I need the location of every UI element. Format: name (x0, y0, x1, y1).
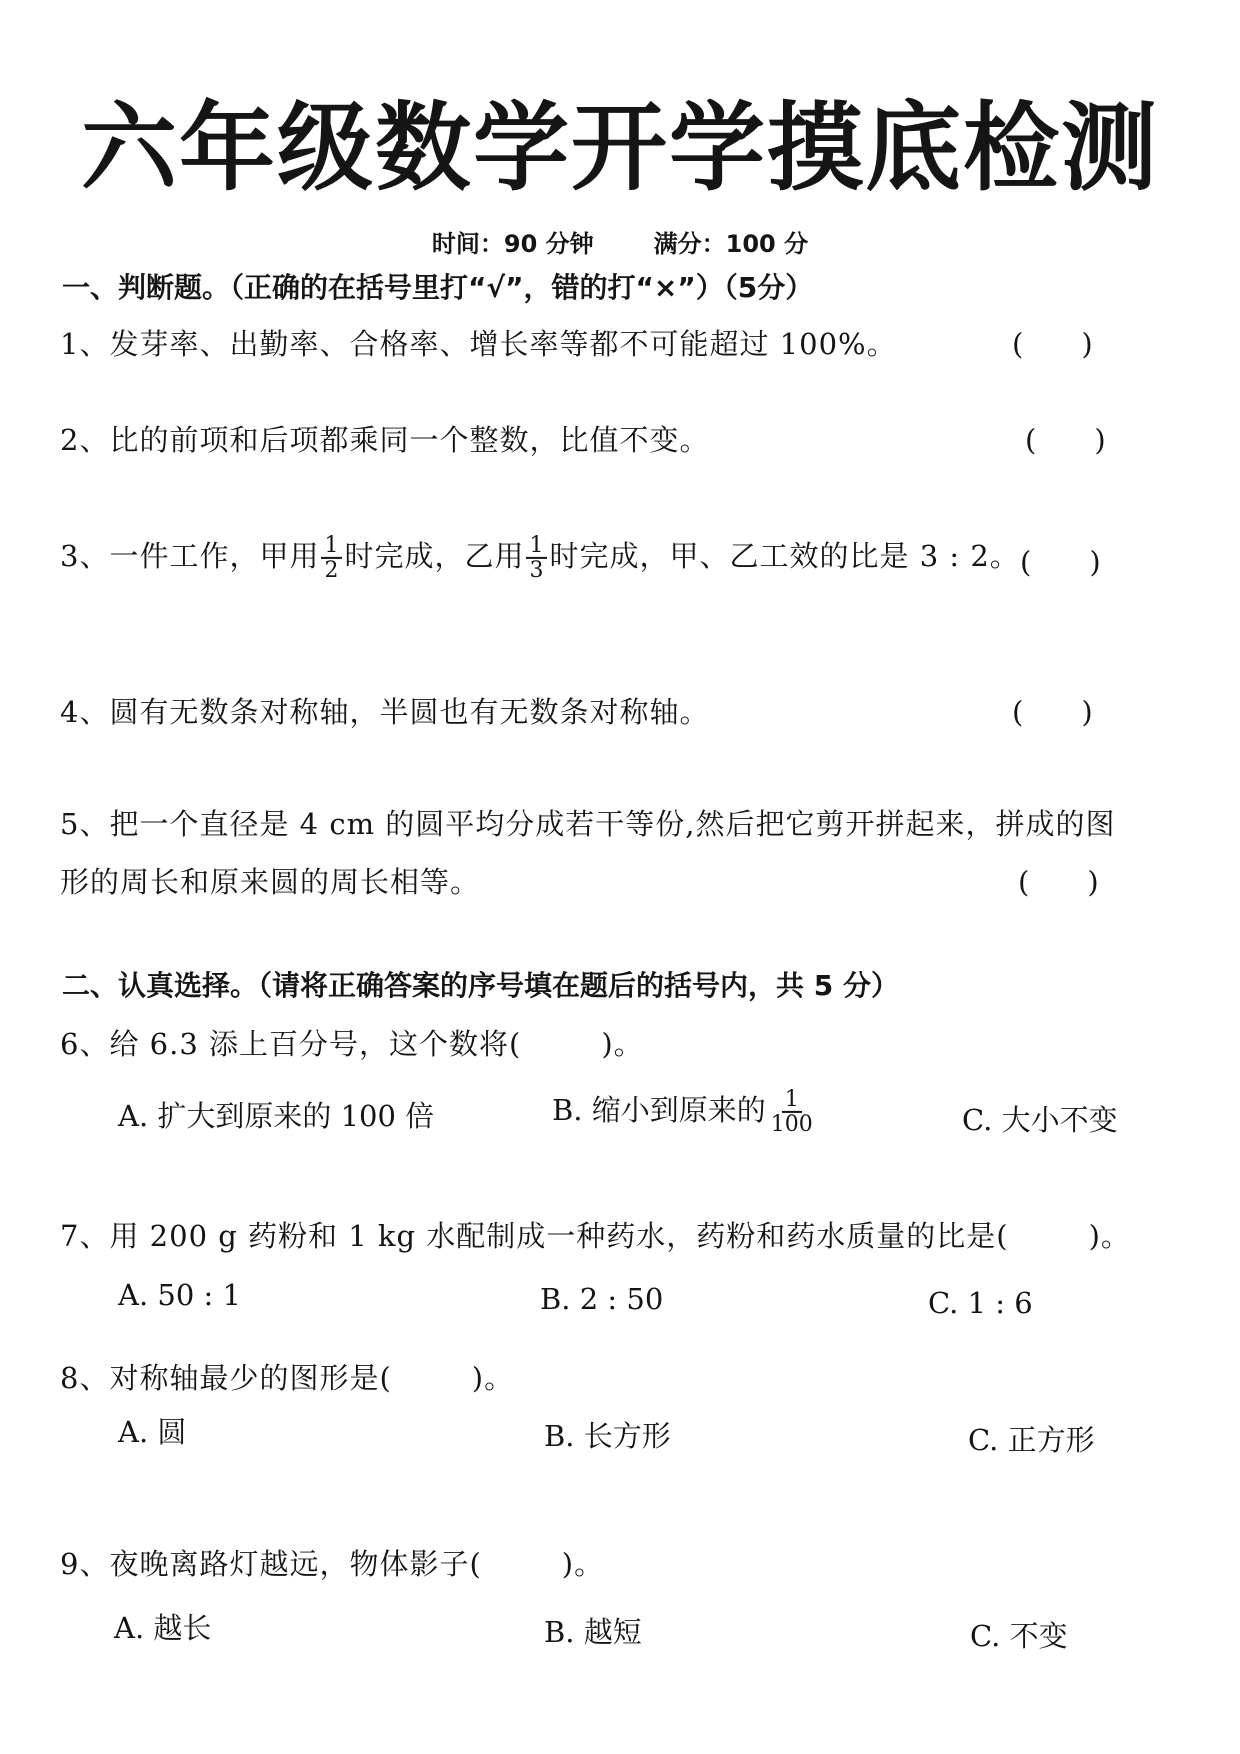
option-9a: A. 越长 (114, 1611, 212, 1645)
fraction-denominator: 2 (324, 558, 340, 583)
option-7b: B. 2 : 50 (540, 1282, 664, 1316)
question-9-text: 9、夜晚离路灯越远，物体影子( (60, 1547, 482, 1581)
answer-paren-1[interactable]: ( ) (1012, 327, 1093, 361)
time-limit: 时间：90 分钟 (431, 230, 594, 258)
question-3-part3: 时完成，甲、乙工效的比是 3 : 2。 (549, 539, 1020, 573)
option-9c: C. 不变 (970, 1619, 1068, 1653)
question-5-line1: 5、把一个直径是 4 cm 的圆平均分成若干等份,然后把它剪开拼起来，拼成的图 (60, 807, 1116, 841)
question-6-end: )。 (601, 1027, 644, 1061)
question-8-end: )。 (471, 1361, 515, 1395)
option-8c: C. 正方形 (968, 1423, 1095, 1457)
fraction-one-third (526, 534, 547, 582)
question-1: 1、发芽率、出勤率、合格率、增长率等都不可能超过 100%。 (60, 327, 897, 361)
question-3 (60, 534, 1020, 582)
option-8a: A. 圆 (118, 1415, 187, 1449)
question-7-text: 7、用 200 g 药粉和 1 kg 水配制成一种药水，药粉和药水质量的比是( (60, 1219, 1009, 1253)
option-6c: C. 大小不变 (962, 1103, 1118, 1137)
fraction-numerator: 1 (321, 534, 342, 559)
answer-paren-3[interactable]: ( ) (1020, 545, 1101, 579)
exam-meta (0, 224, 1240, 259)
fraction-one-hundredth (768, 1088, 816, 1136)
section-heading-judgement: 一、判断题。（正确的在括号里打“√”，错的打“×”）（5分） (62, 271, 814, 304)
answer-paren-5[interactable]: ( ) (1018, 865, 1099, 899)
option-6b-text: B. 缩小到原来的 (552, 1093, 766, 1127)
question-6 (60, 1022, 644, 1063)
option-6a: A. 扩大到原来的 100 倍 (118, 1099, 435, 1133)
question-6-text: 6、给 6.3 添上百分号，这个数将( (60, 1027, 522, 1061)
answer-paren-4[interactable]: ( ) (1012, 695, 1093, 729)
question-3-part1: 3、一件工作，甲用 (60, 539, 320, 573)
exam-title: 六年级数学开学摸底检测 (81, 92, 1159, 204)
option-7c: C. 1 : 6 (928, 1286, 1033, 1320)
section-heading-choice: 二、认真选择。（请将正确答案的序号填在题后的括号内，共 5 分） (62, 969, 899, 1002)
question-7-end: )。 (1088, 1219, 1131, 1253)
answer-paren-2[interactable]: ( ) (1025, 423, 1106, 457)
fraction-numerator: 1 (526, 534, 547, 559)
fraction-one-half (321, 534, 342, 582)
question-5-line2: 形的周长和原来圆的周长相等。 (60, 865, 481, 899)
option-7a: A. 50 : 1 (118, 1278, 241, 1312)
question-8-text: 8、对称轴最少的图形是( (60, 1361, 392, 1395)
question-4: 4、圆有无数条对称轴，半圆也有无数条对称轴。 (60, 695, 710, 729)
question-9-end: )。 (561, 1547, 605, 1581)
question-8 (60, 1356, 514, 1397)
option-6b (552, 1088, 818, 1136)
question-7 (60, 1214, 1131, 1255)
question-3-part2: 时完成，乙用 (344, 539, 525, 573)
full-score: 满分：100 分 (653, 230, 809, 258)
fraction-denominator: 3 (529, 558, 545, 583)
fraction-numerator: 1 (782, 1088, 802, 1113)
question-9 (60, 1542, 604, 1583)
fraction-denominator: 100 (770, 1112, 813, 1137)
question-2: 2、比的前项和后项都乘同一个整数，比值不变。 (60, 423, 710, 457)
option-8b: B. 长方形 (544, 1419, 671, 1453)
option-9b: B. 越短 (544, 1615, 642, 1649)
